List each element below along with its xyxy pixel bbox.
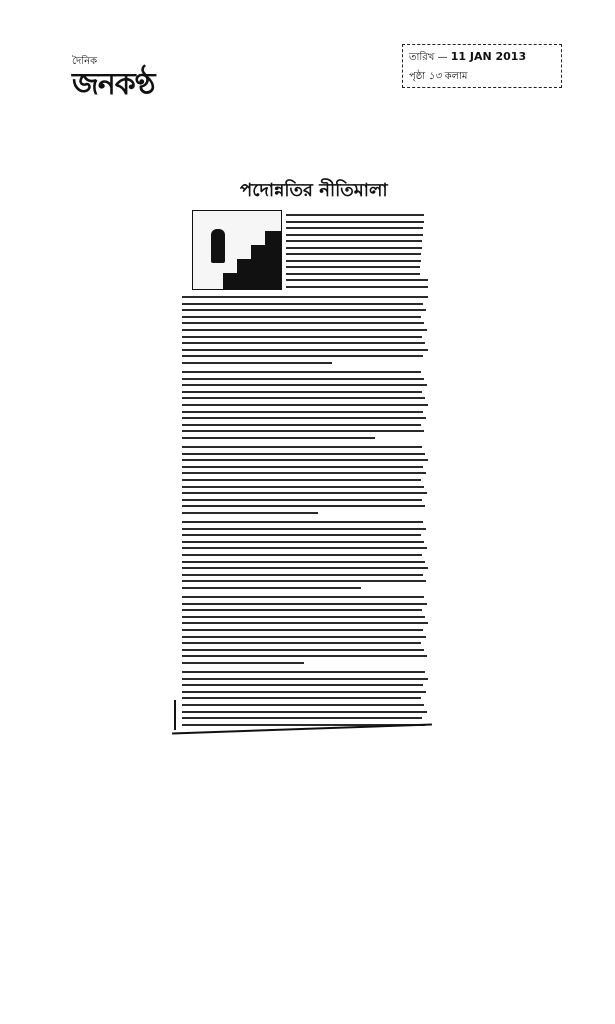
article-text-line <box>182 717 422 719</box>
article-text-line <box>182 384 427 386</box>
article-text-line <box>182 430 424 432</box>
article-text-line <box>286 247 422 249</box>
article-text-line <box>182 642 421 644</box>
article-text-line <box>182 459 428 461</box>
article-text-line <box>182 437 375 439</box>
stamp-date-value: 11 JAN 2013 <box>450 50 527 63</box>
article-text-line <box>182 492 427 494</box>
photo-stair-step <box>223 273 281 289</box>
article-text-line <box>182 499 422 501</box>
article-text-line <box>182 655 427 657</box>
archive-stamp <box>402 44 562 88</box>
article-text-line <box>182 636 426 638</box>
photo-stair-step <box>265 231 281 245</box>
article-text-line <box>182 697 421 699</box>
article-text-line <box>182 547 427 549</box>
article-text-line <box>182 691 426 693</box>
newspaper-masthead <box>72 56 155 102</box>
article-text-line <box>182 671 425 673</box>
article-text-line <box>182 554 422 556</box>
article-text-line <box>182 362 332 364</box>
article-text-line <box>182 534 421 536</box>
article-text-line <box>182 417 426 419</box>
article-text-line <box>182 336 422 338</box>
masthead-title: জনকণ্ঠ <box>72 67 155 102</box>
article-text-line <box>286 279 428 281</box>
article-text-line <box>182 580 426 582</box>
stamp-date-row: তারিখ — 11 JAN 2013 <box>409 50 527 63</box>
article-text-line <box>182 355 423 357</box>
article-text-line <box>182 404 428 406</box>
masthead-kicker: দৈনিক <box>72 56 98 67</box>
article-text-line <box>182 521 423 523</box>
article-text-line <box>182 561 425 563</box>
article-text-line <box>182 662 304 664</box>
stamp-column-label: কলাম <box>444 71 468 82</box>
article-text-line <box>182 587 361 589</box>
article-text-line <box>182 329 427 331</box>
article-text-line <box>286 234 423 236</box>
photo-person-figure <box>211 229 225 263</box>
stamp-page-row <box>409 69 467 86</box>
article-headline: পদোন্নতির নীতিমালা <box>240 180 388 201</box>
article-text-line <box>182 342 425 344</box>
article-text-line <box>182 466 423 468</box>
article-text-line <box>182 486 424 488</box>
clipping-edge <box>174 700 176 730</box>
article-text-line <box>182 453 425 455</box>
article-text-line <box>182 446 422 448</box>
article-text-line <box>286 286 428 288</box>
article-text-line <box>182 349 428 351</box>
article-text-line <box>182 303 423 305</box>
article-text-line <box>182 603 427 605</box>
article-text-line <box>182 678 428 680</box>
stamp-page-label: পৃষ্ঠা <box>409 71 426 82</box>
article-text-line <box>182 574 423 576</box>
article-text-line <box>182 541 424 543</box>
article-text-line <box>182 378 424 380</box>
article-text-line <box>286 227 423 229</box>
article-text-line <box>182 622 428 624</box>
article-text-line <box>286 221 424 223</box>
article-text-line <box>182 711 427 713</box>
photo-stair-step <box>251 245 281 259</box>
article-text-line <box>286 260 421 262</box>
article-text-line <box>286 273 420 275</box>
stamp-page-value: ১৩ <box>428 71 442 82</box>
article-text-line <box>182 512 318 514</box>
article-text-line <box>182 322 424 324</box>
article-text-line <box>182 649 424 651</box>
article-photo <box>192 210 282 290</box>
article-text-line <box>286 253 421 255</box>
article-text-line <box>182 309 426 311</box>
stamp-date-label: তারিখ <box>409 52 435 63</box>
article-text-line <box>182 528 426 530</box>
article-text-line <box>182 596 424 598</box>
article-text-line <box>182 684 423 686</box>
article-text-line <box>286 266 420 268</box>
article-text-line <box>182 316 421 318</box>
article-text-line <box>182 505 425 507</box>
article-text-line <box>182 629 423 631</box>
article-text-line <box>182 424 421 426</box>
article-text-line <box>182 704 424 706</box>
article-text-line <box>182 296 428 298</box>
article-text-line <box>182 609 422 611</box>
article-text-line <box>182 411 423 413</box>
article-text-line <box>182 616 425 618</box>
article-text-line <box>182 472 426 474</box>
article-text-line <box>182 397 425 399</box>
photo-stair-step <box>237 259 281 273</box>
article-text-line <box>182 479 421 481</box>
article-text-line <box>182 567 428 569</box>
article-text-line <box>286 240 422 242</box>
article-text-line <box>286 214 424 216</box>
article-text-line <box>182 371 421 373</box>
article-text-line <box>182 391 422 393</box>
